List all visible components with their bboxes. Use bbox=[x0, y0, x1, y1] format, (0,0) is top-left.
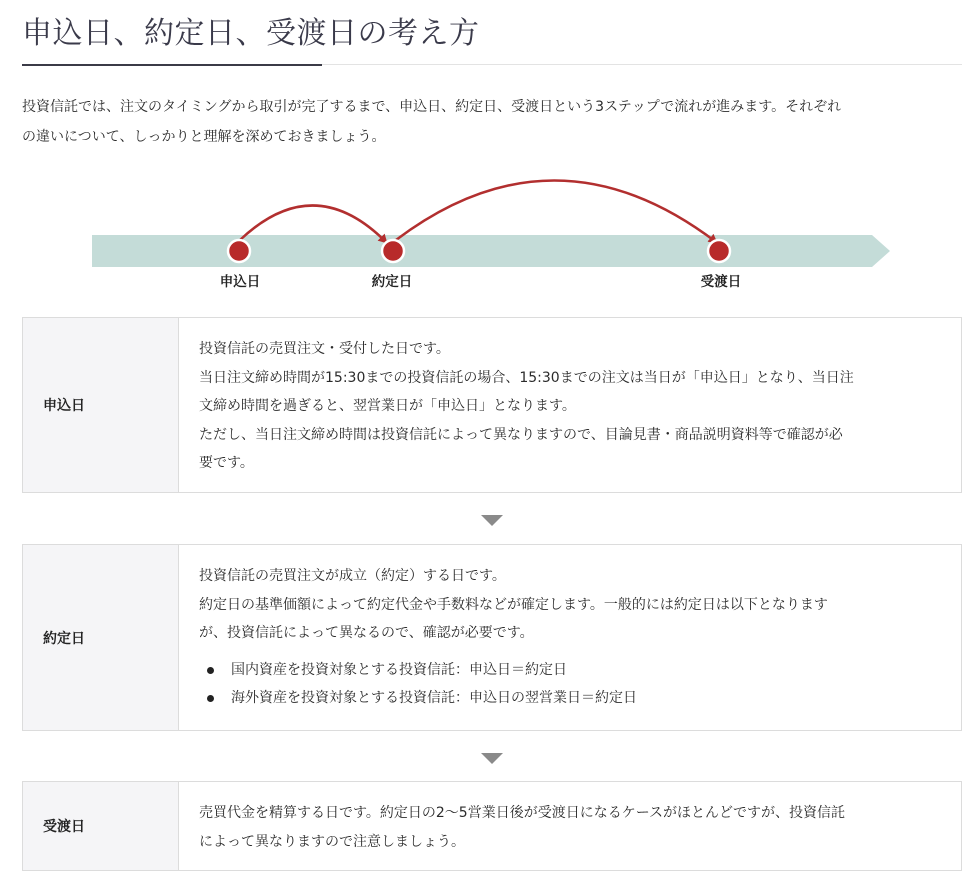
step-settle-line-2: によって異なりますので注意しましょう。 bbox=[199, 833, 465, 850]
step-settle-line-1: 売買代金を精算する日です。約定日の2〜5営業日後が受渡日になるケースがほとんどですが、投資信託 bbox=[199, 805, 845, 821]
step-trade-line-1: 投資信託の売買注文が成立（約定）する日です。 bbox=[199, 568, 506, 584]
step-apply-line-5: 要です。 bbox=[199, 455, 254, 471]
step-apply-date-body bbox=[179, 318, 961, 492]
step-settlement-date-heading: 受渡日 bbox=[23, 782, 179, 870]
timeline-dot-settle bbox=[708, 240, 730, 262]
triangle-down-icon bbox=[481, 753, 503, 764]
step-settlement-date-body bbox=[179, 782, 961, 870]
page-title: 申込日、約定日、受渡日の考え方 bbox=[22, 16, 480, 51]
step-trade-date-heading: 約定日 bbox=[23, 545, 179, 730]
list-item bbox=[199, 684, 941, 712]
intro-line-2: の違いについて、しっかりと理解を深めておきましょう。 bbox=[22, 129, 386, 145]
arc-trade-to-settle bbox=[396, 180, 716, 242]
step-settlement-date bbox=[22, 781, 962, 871]
step-trade-date bbox=[22, 544, 962, 731]
timeline-diagram bbox=[0, 160, 975, 300]
timeline-label-settle: 受渡日 bbox=[700, 274, 742, 290]
step-trade-line-2: 約定日の基準価額によって約定代金や手数料などが確定します。一般的には約定日は以下となります bbox=[199, 596, 828, 613]
list-item bbox=[199, 656, 941, 684]
step-apply-line-4: ただし、当日注文締め時間は投資信託によって異なりますので、目論見書・商品説明資料等で確認が必 bbox=[199, 426, 843, 443]
step-trade-bullet-list bbox=[199, 656, 941, 712]
timeline-dot-trade bbox=[382, 240, 404, 262]
step-apply-line-2: 当日注文締め時間が15:30までの投資信託の場合、15:30までの注文は当日が「申込日」となり、当日注 bbox=[199, 369, 854, 386]
intro-line-1: 投資信託では、注文のタイミングから取引が完了するまで、申込日、約定日、受渡日という3ステップで流れが進みます。それぞれ bbox=[22, 99, 842, 115]
timeline-label-trade: 約定日 bbox=[371, 274, 413, 290]
step-apply-date-heading: 申込日 bbox=[23, 318, 179, 492]
step-apply-line-1: 投資信託の売買注文・受付した日です。 bbox=[199, 341, 450, 357]
triangle-down-icon bbox=[481, 515, 503, 526]
timeline-label-apply: 申込日 bbox=[219, 274, 261, 290]
step-trade-bullet-1: 国内資産を投資対象とする投資信託：申込日＝約定日 bbox=[231, 661, 567, 678]
bullet-icon bbox=[207, 667, 214, 674]
intro-paragraph bbox=[22, 92, 962, 152]
bullet-icon bbox=[207, 695, 214, 702]
title-underline-accent bbox=[22, 64, 322, 66]
timeline-graphic bbox=[0, 160, 975, 300]
timeline-dot-apply bbox=[228, 240, 250, 262]
step-trade-bullet-2: 海外資産を投資対象とする投資信託：申込日の翌営業日＝約定日 bbox=[231, 689, 637, 706]
step-apply-line-3: 文締め時間を過ぎると、翌営業日が「申込日」となります。 bbox=[199, 398, 576, 414]
step-trade-line-3: が、投資信託によって異なるので、確認が必要です。 bbox=[199, 625, 534, 641]
timeline-band bbox=[92, 235, 890, 267]
step-apply-date bbox=[22, 317, 962, 493]
step-trade-date-body bbox=[179, 545, 961, 730]
